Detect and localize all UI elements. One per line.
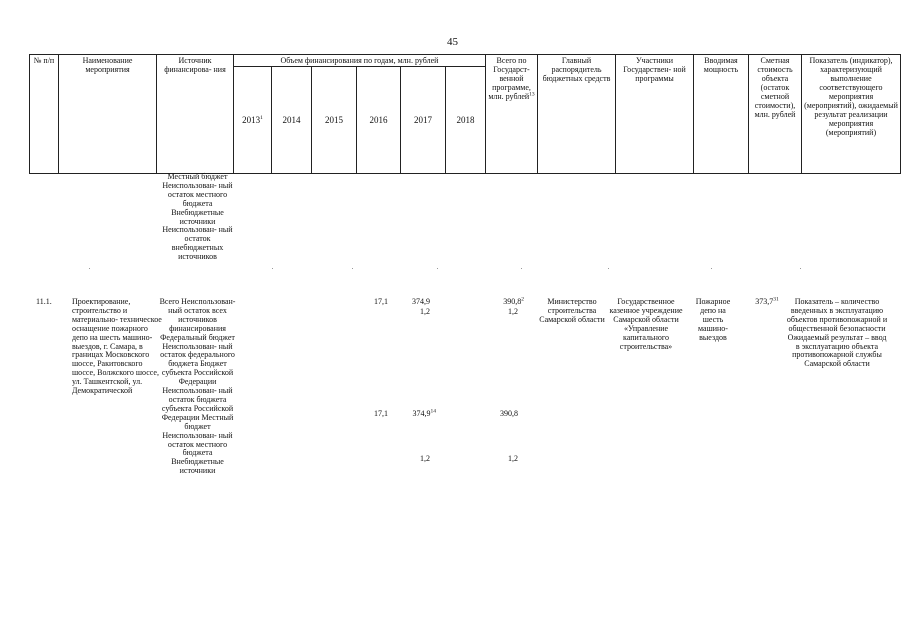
unused-regional-2017-value: 1,2 (420, 454, 430, 463)
item-name: Проектирование, строительство и материально- техническое оснащение пожарного депо на шесть машино-выездов, г. Самара, в границах Московского шоссе, Ракитовского шоссе, Волжского шоссе, ул. Ташкентской, ул. Демократической (72, 297, 162, 396)
item-indicator: Показатель – количество введенных в эксплуатацию объектов противопожарной и общественной безопасности Ожидаемый результат – ввод в эксплуатацию объекта противопожарной службы Самарской области (786, 297, 888, 369)
total-2016-value: 17,1 (374, 297, 388, 306)
header-manager: Главный распорядитель бюджетных средств (538, 55, 616, 174)
row-separator (89, 268, 90, 269)
header-number: № п/п (30, 55, 59, 174)
item-manager: Министерство строительства Самарской области (539, 297, 605, 324)
header-total: Всего по Государст- венной программе, млн. рублей$^{13}$ (486, 55, 538, 174)
carry-over-sources: Местный бюджет Неиспользован- ный остаток местного бюджета Внебюджетные источники Неиспользован- ный остаток внебюджетных источников (162, 172, 233, 262)
header-capacity: Вводимая мощность (694, 55, 749, 174)
total-all-value: 390,8$^2$ (503, 296, 524, 306)
unused-regional-total-value: 1,2 (508, 454, 518, 463)
row-separator (352, 268, 353, 269)
row-separator (711, 268, 712, 269)
header-year-2014: 2014 (272, 67, 312, 174)
item-participants: Государственное казенное учреждение Самарской области «Управление капитального строительства» (609, 297, 683, 351)
header-indicator: Показатель (индикатор), характеризующий выполнение соответствующего мероприятия (мероприятий), ожидаемый результат реализации мероприятия (мероприятий) (802, 55, 901, 174)
regional-total-value: 390,8 (500, 409, 518, 418)
header-cost: Сметная стоимость объекта (остаток сметной стоимости), млн. рублей (749, 55, 802, 174)
row-separator (608, 268, 609, 269)
regional-2016-value: 17,1 (374, 409, 388, 418)
header-year-2015: 2015 (312, 67, 357, 174)
row-separator (800, 268, 801, 269)
unused-all-2017-value: 1,2 (420, 307, 430, 316)
unused-all-total-value: 1,2 (508, 307, 518, 316)
row-separator (521, 268, 522, 269)
header-year-2017: 2017 (401, 67, 446, 174)
header-year-2018: 2018 (446, 67, 486, 174)
header-participants: Участники Государствен- ной программы (616, 55, 694, 174)
item-capacity: Пожарное депо на шесть машино- выездов (695, 297, 731, 342)
item-sources: Всего Неиспользован- ный остаток всех источников финансирования Федеральный бюджет Неиспользован- ный остаток федерального бюджета Бюджет субъекта Российской Федерации Неиспользован- ный остаток бюджета субъекта Российской Федерации Местный бюджет Неиспользован- ный остаток местного бюджета Внебюджетные источники (159, 297, 236, 476)
row-separator (437, 268, 438, 269)
item-cost: 373,7$^{31}$ (755, 296, 779, 306)
total-2017-value: 374,9 (412, 297, 430, 306)
header-year-2016: 2016 (357, 67, 401, 174)
item-number: 11.1. (36, 297, 52, 306)
row-separator (272, 268, 273, 269)
header-source: Источник финансирова- ния (157, 55, 234, 174)
header-year-2013: 2013$^1$ (234, 67, 272, 174)
header-name: Наименование мероприятия (59, 55, 157, 174)
header-funding-group: Объем финансирования по годам, млн. рублей (234, 55, 486, 67)
table-header (29, 54, 901, 174)
regional-2017-value: 374,9$^{14}$ (412, 408, 436, 418)
page-number: 45 (447, 36, 458, 48)
